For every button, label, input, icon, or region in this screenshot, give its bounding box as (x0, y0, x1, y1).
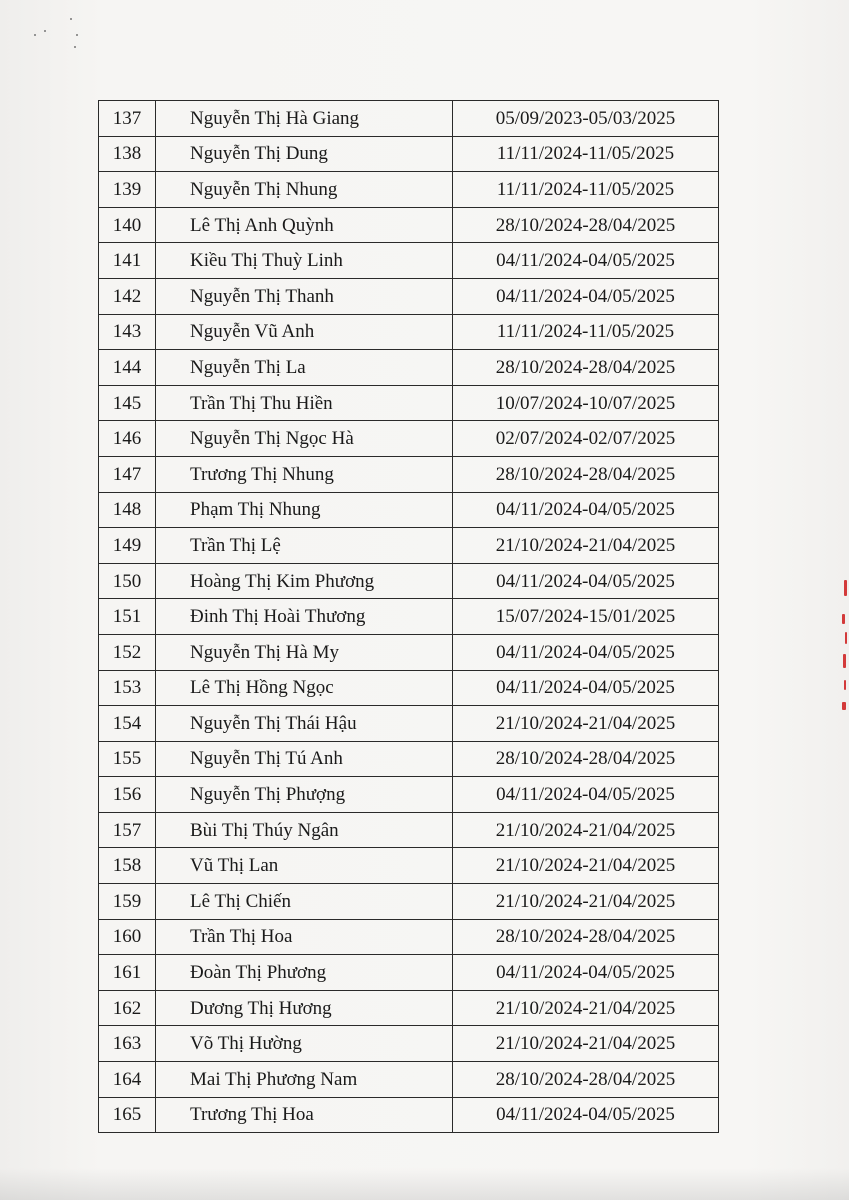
row-number-cell: 148 (99, 492, 156, 528)
date-range-cell: 21/10/2024-21/04/2025 (453, 848, 719, 884)
row-number-cell: 164 (99, 1062, 156, 1098)
date-range-cell: 11/11/2024-11/05/2025 (453, 314, 719, 350)
full-name-cell: Nguyễn Thị Phượng (156, 777, 453, 813)
table-row (99, 172, 719, 208)
date-range-cell: 11/11/2024-11/05/2025 (453, 172, 719, 208)
full-name-cell: Lê Thị Chiến (156, 884, 453, 920)
date-range-cell: 21/10/2024-21/04/2025 (453, 990, 719, 1026)
row-number-cell: 144 (99, 350, 156, 386)
table-row (99, 350, 719, 386)
row-number-cell: 139 (99, 172, 156, 208)
full-name-cell: Bùi Thị Thúy Ngân (156, 812, 453, 848)
full-name-cell: Nguyễn Thị Nhung (156, 172, 453, 208)
full-name-cell: Võ Thị Hường (156, 1026, 453, 1062)
full-name-cell: Trương Thị Hoa (156, 1097, 453, 1133)
scan-specks (30, 12, 90, 62)
full-name-cell: Nguyễn Thị Tú Anh (156, 741, 453, 777)
table-row (99, 1026, 719, 1062)
table-row (99, 955, 719, 991)
row-number-cell: 146 (99, 421, 156, 457)
row-number-cell: 137 (99, 101, 156, 137)
row-number-cell: 155 (99, 741, 156, 777)
date-range-cell: 28/10/2024-28/04/2025 (453, 1062, 719, 1098)
row-number-cell: 152 (99, 634, 156, 670)
full-name-cell: Hoàng Thị Kim Phương (156, 563, 453, 599)
table-row (99, 385, 719, 421)
date-range-cell: 04/11/2024-04/05/2025 (453, 955, 719, 991)
row-number-cell: 154 (99, 706, 156, 742)
full-name-cell: Trần Thị Hoa (156, 919, 453, 955)
date-range-cell: 28/10/2024-28/04/2025 (453, 919, 719, 955)
date-range-cell: 21/10/2024-21/04/2025 (453, 528, 719, 564)
date-range-cell: 04/11/2024-04/05/2025 (453, 243, 719, 279)
date-range-cell: 05/09/2023-05/03/2025 (453, 101, 719, 137)
full-name-cell: Trần Thị Lệ (156, 528, 453, 564)
row-number-cell: 163 (99, 1026, 156, 1062)
date-range-cell: 21/10/2024-21/04/2025 (453, 884, 719, 920)
full-name-cell: Dương Thị Hương (156, 990, 453, 1026)
date-range-cell: 04/11/2024-04/05/2025 (453, 634, 719, 670)
table-row (99, 884, 719, 920)
full-name-cell: Nguyễn Thị Thái Hậu (156, 706, 453, 742)
full-name-cell: Nguyễn Thị Thanh (156, 278, 453, 314)
table-row (99, 101, 719, 137)
full-name-cell: Nguyễn Thị Hà My (156, 634, 453, 670)
date-range-cell: 04/11/2024-04/05/2025 (453, 492, 719, 528)
table-row (99, 243, 719, 279)
full-name-cell: Mai Thị Phương Nam (156, 1062, 453, 1098)
full-name-cell: Nguyễn Thị Hà Giang (156, 101, 453, 137)
row-number-cell: 153 (99, 670, 156, 706)
row-number-cell: 142 (99, 278, 156, 314)
date-range-cell: 02/07/2024-02/07/2025 (453, 421, 719, 457)
row-number-cell: 162 (99, 990, 156, 1026)
full-name-cell: Vũ Thị Lan (156, 848, 453, 884)
full-name-cell: Kiều Thị Thuỳ Linh (156, 243, 453, 279)
date-range-cell: 04/11/2024-04/05/2025 (453, 278, 719, 314)
row-number-cell: 151 (99, 599, 156, 635)
row-number-cell: 165 (99, 1097, 156, 1133)
table-row (99, 706, 719, 742)
roster-table (98, 100, 719, 1133)
full-name-cell: Lê Thị Hồng Ngọc (156, 670, 453, 706)
table-row (99, 492, 719, 528)
full-name-cell: Đinh Thị Hoài Thương (156, 599, 453, 635)
table-row (99, 599, 719, 635)
date-range-cell: 21/10/2024-21/04/2025 (453, 1026, 719, 1062)
date-range-cell: 04/11/2024-04/05/2025 (453, 777, 719, 813)
table-row (99, 812, 719, 848)
row-number-cell: 149 (99, 528, 156, 564)
date-range-cell: 10/07/2024-10/07/2025 (453, 385, 719, 421)
row-number-cell: 161 (99, 955, 156, 991)
date-range-cell: 28/10/2024-28/04/2025 (453, 350, 719, 386)
row-number-cell: 156 (99, 777, 156, 813)
table-row (99, 1097, 719, 1133)
date-range-cell: 15/07/2024-15/01/2025 (453, 599, 719, 635)
full-name-cell: Nguyễn Thị Dung (156, 136, 453, 172)
table-row (99, 1062, 719, 1098)
row-number-cell: 160 (99, 919, 156, 955)
date-range-cell: 21/10/2024-21/04/2025 (453, 706, 719, 742)
date-range-cell: 04/11/2024-04/05/2025 (453, 563, 719, 599)
full-name-cell: Phạm Thị Nhung (156, 492, 453, 528)
full-name-cell: Nguyễn Thị Ngọc Hà (156, 421, 453, 457)
table-row (99, 848, 719, 884)
row-number-cell: 150 (99, 563, 156, 599)
row-number-cell: 143 (99, 314, 156, 350)
table-row (99, 456, 719, 492)
table-row (99, 777, 719, 813)
table-row (99, 563, 719, 599)
red-seal-edge (836, 580, 849, 720)
table-row (99, 919, 719, 955)
table-row (99, 741, 719, 777)
row-number-cell: 159 (99, 884, 156, 920)
table-row (99, 421, 719, 457)
table-row (99, 278, 719, 314)
full-name-cell: Nguyễn Thị La (156, 350, 453, 386)
row-number-cell: 158 (99, 848, 156, 884)
row-number-cell: 138 (99, 136, 156, 172)
full-name-cell: Đoàn Thị Phương (156, 955, 453, 991)
table-row (99, 528, 719, 564)
table-row (99, 990, 719, 1026)
table-row (99, 670, 719, 706)
roster-table-body (99, 101, 719, 1133)
full-name-cell: Trương Thị Nhung (156, 456, 453, 492)
row-number-cell: 145 (99, 385, 156, 421)
date-range-cell: 11/11/2024-11/05/2025 (453, 136, 719, 172)
date-range-cell: 28/10/2024-28/04/2025 (453, 741, 719, 777)
full-name-cell: Lê Thị Anh Quỳnh (156, 207, 453, 243)
table-row (99, 314, 719, 350)
table-row (99, 136, 719, 172)
row-number-cell: 141 (99, 243, 156, 279)
row-number-cell: 157 (99, 812, 156, 848)
date-range-cell: 28/10/2024-28/04/2025 (453, 207, 719, 243)
table-row (99, 207, 719, 243)
date-range-cell: 28/10/2024-28/04/2025 (453, 456, 719, 492)
date-range-cell: 04/11/2024-04/05/2025 (453, 670, 719, 706)
date-range-cell: 04/11/2024-04/05/2025 (453, 1097, 719, 1133)
row-number-cell: 140 (99, 207, 156, 243)
date-range-cell: 21/10/2024-21/04/2025 (453, 812, 719, 848)
row-number-cell: 147 (99, 456, 156, 492)
full-name-cell: Trần Thị Thu Hiền (156, 385, 453, 421)
scan-bottom-shadow (0, 1168, 849, 1200)
table-row (99, 634, 719, 670)
full-name-cell: Nguyễn Vũ Anh (156, 314, 453, 350)
